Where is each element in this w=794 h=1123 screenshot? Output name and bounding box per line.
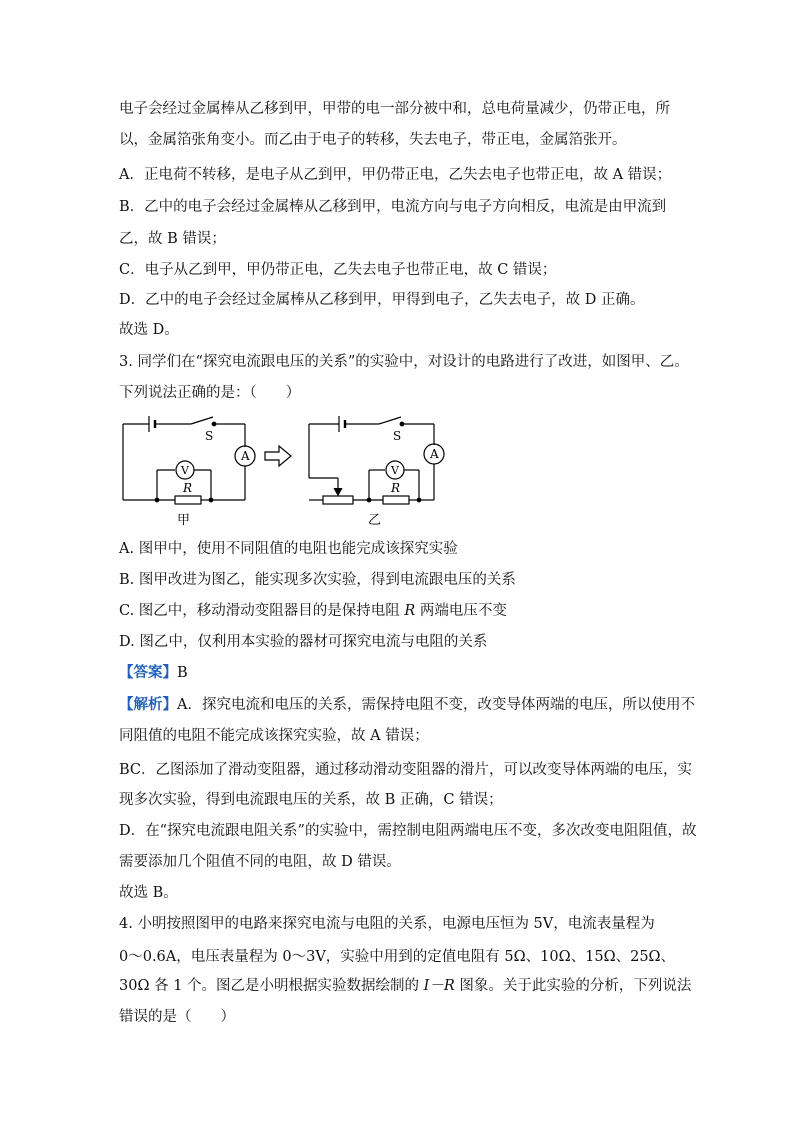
text-line: B．乙中的电子会经过金属棒从乙移到甲，电流方向与电子方向相反，电流是由甲流到 [119, 199, 667, 215]
text-line: 乙，故 B 错误； [119, 231, 226, 247]
option-a: A. 图甲中，使用不同阻值的电阻也能完成该探究实验 [119, 541, 458, 557]
switch-label: S [205, 429, 214, 443]
analysis-line: 同阻值的电阻不能完成该探究实验，故 A 错误； [119, 728, 429, 744]
q4-var: I－R [423, 978, 455, 994]
option-c [119, 601, 689, 621]
q4-pre: 30Ω 各 1 个。图乙是小明根据实验数据绘制的 [119, 978, 424, 994]
ammeter-label: A [430, 447, 439, 461]
answer-tag: 【答案】 [119, 664, 177, 681]
text-line: 以，金属箔张角变小。而乙由于电子的转移，失去电子，带正电，金属箔张开。 [119, 132, 627, 148]
analysis-text: A．探究电流和电压的关系，需保持电阻不变，改变导体两端的电压，所以使用不 [177, 697, 695, 713]
question-4-stem [119, 976, 692, 996]
analysis-line: 需要添加几个阻值不同的电阻，故 D 错误。 [119, 854, 401, 870]
conclusion-line: 故选 B。 [119, 885, 178, 901]
option-b: B. 图甲改进为图乙，能实现多次实验，得到电流跟电压的关系 [119, 572, 516, 588]
option-c-post: 两端电压不变 [415, 603, 507, 619]
analysis-line: BC．乙图添加了滑动变阻器，通过移动滑动变阻器的滑片，可以改变导体两端的电压，实 [119, 762, 693, 778]
analysis-line: D．在“探究电流跟电阻关系”的实验中，需控制电阻两端电压不变，多次改变电阻阻值，故 [119, 823, 697, 839]
option-c-var: R [404, 603, 416, 619]
option-c-pre: C. 图乙中，移动滑动变阻器目的是保持电阻 [119, 603, 405, 619]
text-line: 电子会经过金属棒从乙移到甲，甲带的电一部分被中和，总电荷量减少，仍带正电，所 [119, 101, 670, 117]
q4-post: 图象。关于此实验的分析，下列说法 [454, 978, 692, 994]
answer-line [119, 663, 689, 683]
voltmeter-label: V [391, 464, 399, 477]
arrow-icon [265, 446, 291, 466]
text-line: 故选 D。 [119, 322, 179, 338]
circuit-right [309, 416, 444, 504]
rheostat-symbol [323, 496, 353, 504]
text-line: A．正电荷不转移，是电子从乙到甲，甲仍带正电，乙失去电子也带正电，故 A 错误； [119, 167, 672, 183]
analysis-line [119, 695, 695, 715]
voltmeter-label: V [181, 464, 189, 477]
resistor-label: R [391, 481, 401, 495]
switch-label: S [393, 429, 402, 443]
analysis-line: 现多次实验，得到电流跟电压的关系，故 B 正确，C 错误； [119, 792, 503, 808]
resistor-symbol [175, 496, 201, 504]
option-d: D. 图乙中，仅利用本实验的器材可探究电流与电阻的关系 [119, 634, 488, 650]
question-3-stem: 下列说法正确的是：（ ） [119, 385, 301, 401]
text-line: C．电子从乙到甲，甲仍带正电，乙失去电子也带正电，故 C 错误； [119, 262, 557, 278]
resistor-symbol [383, 496, 409, 504]
caption-right: 乙 [368, 513, 382, 528]
text-line: D．乙中的电子会经过金属棒从乙移到甲，甲得到电子，乙失去电子，故 D 正确。 [119, 292, 645, 308]
ammeter-label: A [241, 449, 250, 463]
circuit-diagram [119, 412, 459, 532]
question-4-stem: 4. 小明按照图甲的电路来探究电流与电阻的关系，电源电压恒为 5V，电流表量程为 [119, 916, 655, 932]
question-4-stem: 0～0.6A，电压表量程为 0～3V，实验中用到的定值电阻有 5Ω、10Ω、15Ω、25Ω、 [119, 949, 676, 965]
question-3-stem: 3. 同学们在“探究电流跟电压的关系”的实验中，对设计的电路进行了改进，如图甲、乙。 [119, 354, 689, 370]
answer-value: B [177, 665, 188, 681]
resistor-label: R [183, 481, 193, 495]
caption-left: 甲 [177, 513, 191, 528]
question-4-stem: 错误的是（ ） [119, 1009, 235, 1025]
analysis-tag: 【解析】 [119, 696, 177, 713]
